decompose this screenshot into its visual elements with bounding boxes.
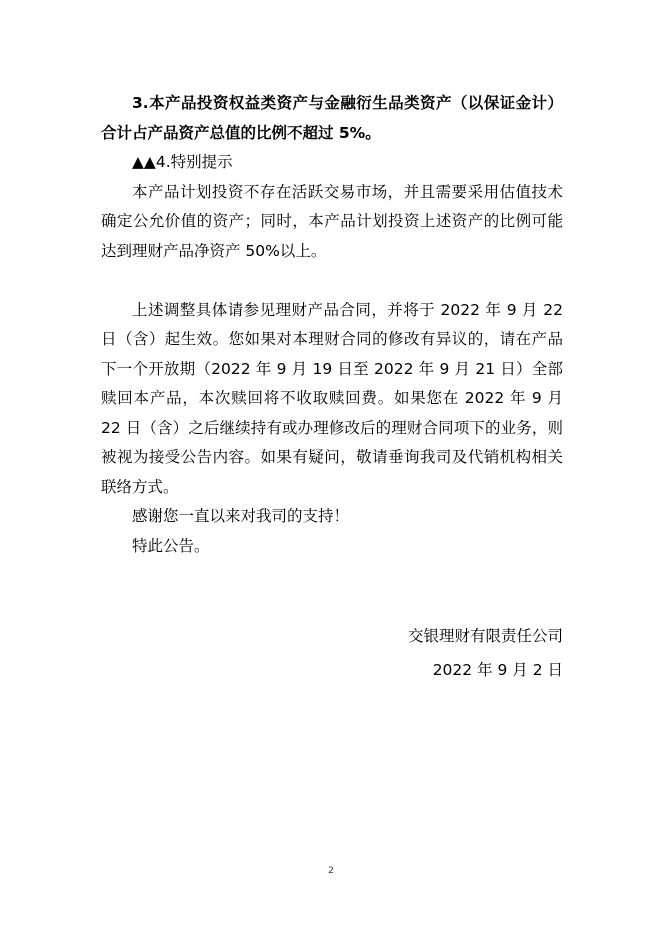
signature-date: 2022 年 9 月 2 日	[432, 661, 563, 679]
special-notice-heading: ▲▲4.特别提示	[132, 153, 233, 171]
signature-company: 交银理财有限责任公司	[407, 627, 563, 645]
document-body	[101, 89, 563, 561]
special-notice-paragraph: 本产品计划投资不存在活跃交易市场，并且需要采用估值技术确定公允价值的资产；同时，本产品计划投资上述资产的比例可能达到理财产品净资产 50%以上。	[101, 182, 563, 260]
thanks-paragraph: 感谢您一直以来对我司的支持！	[132, 507, 350, 525]
clause-3-paragraph: 3.本产品投资权益类资产与金融衍生品类资产（以保证金计）合计占产品资产总值的比例不超过 5%。	[101, 94, 563, 142]
adjustment-paragraph: 上述调整具体请参见理财产品合同，并将于 2022 年 9 月 22 日（含）起生效。您如果对本理财合同的修改有异议的，请在产品下一个开放期（2022 年 9 月 19 日至 2022 年 9 月 21 日）全部赎回本产品，本次赎回将不收取赎回费。如果您在 2022 年 9 月 22 日（含）之后继续持有或办理修改后的理财合同项下的业务，则被视为接受公告内容。如果有疑问，敬请垂询我司及代销机构相关联络方式。	[101, 300, 563, 496]
blank-line	[101, 266, 563, 296]
page-number: 2	[328, 866, 334, 876]
closing-paragraph: 特此公告。	[132, 536, 210, 555]
